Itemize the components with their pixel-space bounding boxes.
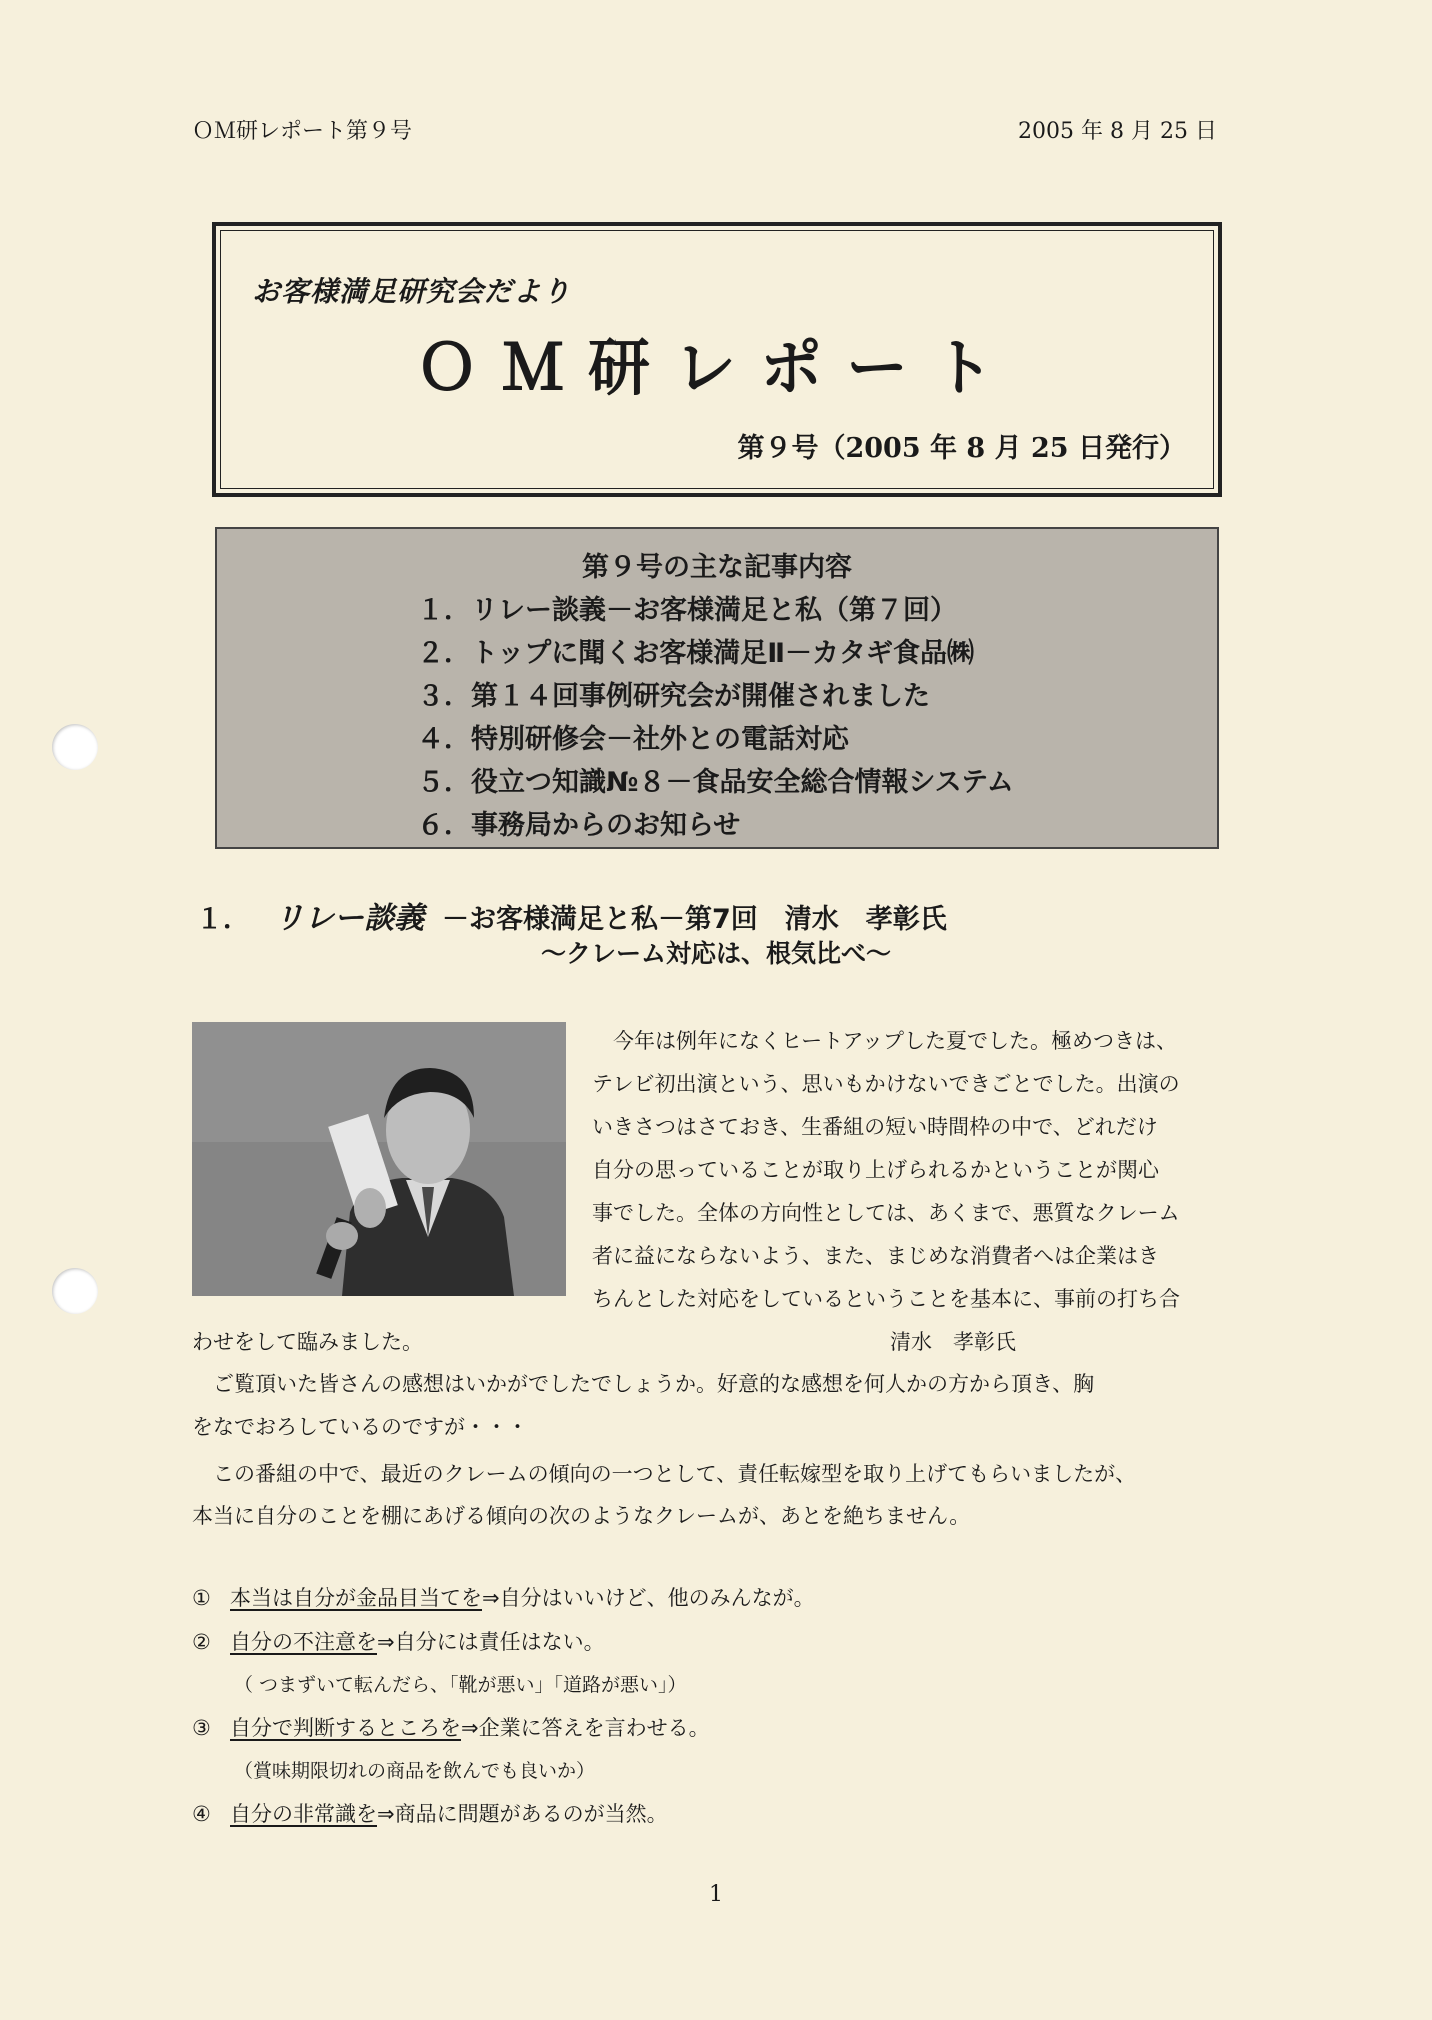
toc-item: ２．トップに聞くお客様満足Ⅱ－カタギ食品㈱ (417, 638, 974, 669)
text-line: をなでおろしているのですが・・・ (192, 1415, 528, 1439)
text-line: ちんとした対応をしているということを基本に、事前の打ち合 (592, 1287, 1180, 1311)
article-lead: リレー談義 (274, 901, 424, 936)
article-title: －お客様満足と私－第7回 清水 孝彰氏 (442, 904, 947, 935)
list-item-underlined: 自分で判断するところを (230, 1716, 461, 1740)
header-date: 2005 年 8 月 25 日 (1018, 119, 1217, 144)
text-line: 本当に自分のことを棚にあげる傾向の次のようなクレームが、あとを絶ちません。 (192, 1504, 971, 1528)
list-marker: ② (192, 1630, 211, 1654)
toc-item: ５．役立つ知識№８－食品安全総合情報システム (417, 767, 1014, 798)
toc-item: ６．事務局からのお知らせ (417, 810, 741, 841)
toc-list (417, 589, 1014, 847)
paragraph-intro (592, 1020, 1242, 1321)
speaker-photo-illustration (192, 1022, 566, 1296)
toc-item: ４．特別研修会－社外との電話対応 (417, 724, 849, 755)
list-note: （賞味期限切れの商品を飲んでも良いか） (234, 1760, 596, 1782)
masthead-tagline: お客様満足研究会だより (252, 275, 572, 308)
masthead-title: ＯＭ研レポート (415, 331, 1018, 404)
photo-caption: 清水 孝彰氏 (890, 1330, 1016, 1354)
list-item-rest: ⇒自分はいいけど、他のみんなが。 (482, 1586, 815, 1610)
article-number: １． (196, 904, 250, 935)
toc-item: ３．第１４回事例研究会が開催されました (417, 681, 930, 712)
text-line: 今年は例年になくヒートアップした夏でした。極めつきは、 (592, 1029, 1178, 1053)
list-marker: ③ (192, 1716, 211, 1740)
list-marker: ④ (192, 1802, 211, 1826)
toc-item: １．リレー談義－お客様満足と私（第７回） (417, 595, 957, 626)
text-line: いきさつはさておき、生番組の短い時間枠の中で、どれだけ (592, 1115, 1158, 1139)
list-item-underlined: 本当は自分が金品目当てを (230, 1586, 482, 1610)
list-item (192, 1582, 815, 1612)
text-line: 者に益にならないよう、また、まじめな消費者へは企業はき (592, 1244, 1159, 1268)
list-item (192, 1798, 668, 1828)
page-number: 1 (709, 1882, 723, 1907)
list-marker: ① (192, 1586, 211, 1610)
list-item-rest: ⇒自分には責任はない。 (377, 1630, 605, 1654)
list-item-underlined: 自分の不注意を (230, 1630, 377, 1654)
masthead-box (212, 222, 1222, 497)
list-item-rest: ⇒商品に問題があるのが当然。 (377, 1802, 668, 1826)
text-line: テレビ初出演という、思いもかけないできごとでした。出演の (592, 1072, 1180, 1096)
list-item (192, 1626, 605, 1656)
list-item-underlined: 自分の非常識を (230, 1802, 377, 1826)
text-line: 自分の思っていることが取り上げられるかということが関心 (592, 1158, 1159, 1182)
list-item-rest: ⇒企業に答えを言わせる。 (461, 1716, 710, 1740)
masthead-issue: 第９号（2005 年 8 月 25 日発行） (737, 433, 1186, 464)
speaker-photo (192, 1022, 566, 1296)
text-line: この番組の中で、最近のクレームの傾向の一つとして、責任転嫁型を取り上げてもらいましたが、 (192, 1462, 1137, 1486)
punch-hole (52, 1268, 98, 1314)
article-heading (196, 893, 947, 937)
punch-hole (52, 724, 98, 770)
article-subtitle: ～クレーム対応は、根気比べ～ (540, 939, 891, 968)
header-publication: ＯＭ研レポート第９号 (192, 119, 413, 144)
text-line: ご覧頂いた皆さんの感想はいかがでしたでしょうか。好意的な感想を何人かの方から頂き、胸 (192, 1372, 1095, 1396)
toc-heading: 第９号の主な記事内容 (582, 552, 852, 583)
toc-box (215, 527, 1219, 849)
text-line: 事でした。全体の方向性としては、あくまで、悪質なクレーム (592, 1201, 1180, 1225)
list-item (192, 1712, 710, 1742)
list-note: （ つまずいて転んだら、「靴が悪い」「道路が悪い」） (234, 1674, 687, 1696)
text-line: わせをして臨みました。 (192, 1330, 423, 1354)
